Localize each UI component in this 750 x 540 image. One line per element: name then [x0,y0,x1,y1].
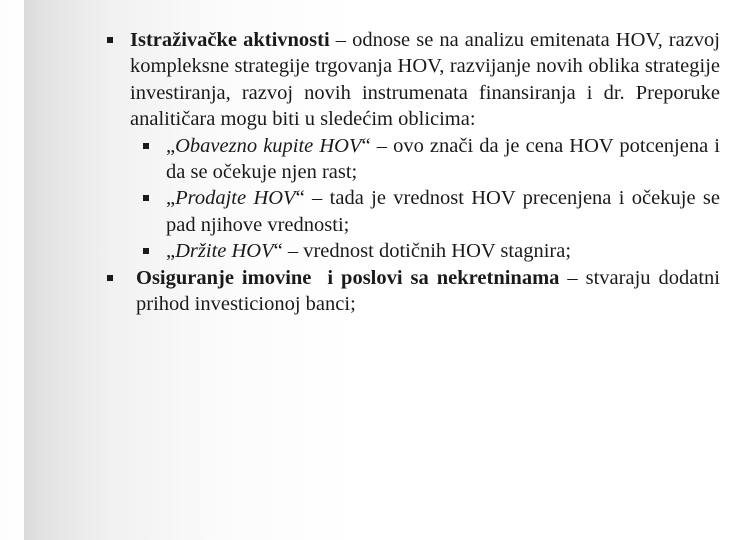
sub-item-text: – tada je vrednost HOV precenjena i očekuje se pad njihove vrednosti; [166,187,720,236]
item-text: – odnose se na analizu emitenata HOV, razvoj kompleksne strategije trgovanja HOV, razvijanje novih oblika strategije investiranja, razvoj novih instrumenata finansiranja i dr. Preporuke analitičara mogu biti u sledećim oblicima: [130,29,720,131]
square-bullet-icon [107,37,113,43]
recommendation-label: Prodajte HOV [175,187,296,210]
sub-item-text: – ovo znači da je cena HOV potcenjena i da se očekuje njen rast; [166,134,720,184]
sub-item-text: – vrednost dotičnih HOV stagnira; [282,240,572,263]
close-quote: “ [295,187,305,210]
list-item-insurance [104,265,720,318]
sub-item-buy [140,133,720,186]
square-bullet-icon [143,248,149,254]
close-quote: “ [361,134,371,157]
item-term: Istraživačke aktivnosti [130,29,330,51]
recommendation-label: Držite HOV [175,240,274,263]
sub-item-hold [140,238,720,264]
slide-body [104,27,720,317]
decorative-square-pattern [4,22,20,522]
open-quote: „ [166,240,176,263]
item-term: Osiguranje imovine i poslovi sa nekretninama [136,266,560,289]
item-text: – stvaraju dodatni prihod investicionoj banci; [136,266,720,316]
list-item-research [104,27,720,133]
square-bullet-icon [143,143,149,149]
open-quote: „ [166,187,176,210]
square-bullet-icon [107,275,113,281]
square-bullet-icon [143,195,149,201]
recommendation-label: Obavezno kupite HOV [175,134,362,157]
sub-item-sell [140,185,720,238]
open-quote: „ [166,134,176,157]
close-quote: “ [273,240,283,263]
